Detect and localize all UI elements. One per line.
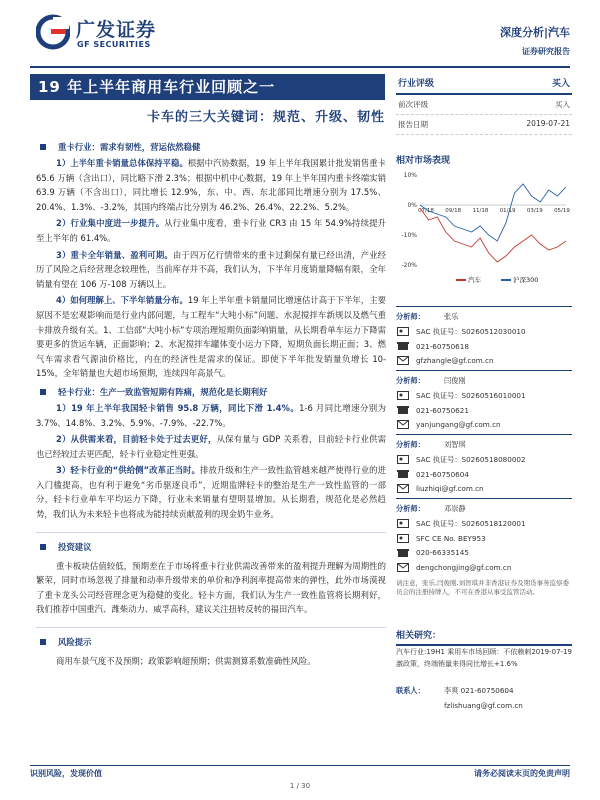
report-date <box>396 115 572 135</box>
phone-icon <box>396 469 410 480</box>
section-heading-light-truck: 轻卡行业：生产一致监管短期有阵痛，规范化是长期利好 <box>36 385 386 399</box>
x-tick-label: 05/19 <box>554 208 570 214</box>
analyst-phone[interactable]: 020-66335145 <box>416 548 469 558</box>
paragraph-lead: 2）从供需来看，目前轻卡处于过去更好， <box>56 434 217 445</box>
contact-name: 李爽 021-60750604 <box>444 686 514 696</box>
paragraph-lead: 1）上半年重卡销量总体保持平稳。 <box>56 158 188 168</box>
y-tick-label: -20% <box>401 262 417 269</box>
analyst-sac: SAC 执证号：S0260516010001 <box>416 390 526 400</box>
prev-rating-label: 前次评级 <box>398 100 428 109</box>
related-research <box>396 628 572 713</box>
legend-swatch <box>456 279 466 281</box>
relative-performance-chart <box>396 169 572 287</box>
paragraph-text: 1-6 月同比增速分别为 3.7%、14.8%、3.2%、5.9%、-7.9%、-22.7%。 <box>36 402 386 428</box>
section-heading-risk: 风险提示 <box>36 627 386 650</box>
email-icon <box>396 419 410 430</box>
analyst-card <box>396 434 572 496</box>
series-line-hs300 <box>420 184 566 241</box>
paragraph <box>36 156 386 214</box>
phone-icon <box>396 547 410 558</box>
email-icon <box>396 355 410 366</box>
related-item[interactable] <box>396 646 572 670</box>
analyst-phone[interactable]: 021-60750604 <box>416 469 469 479</box>
paragraph <box>36 216 386 245</box>
gf-logo-icon <box>36 14 70 50</box>
header-right <box>500 24 570 57</box>
industry-rating <box>396 74 572 95</box>
logo-text-en: GF SECURITIES <box>77 40 151 49</box>
analyst-phone[interactable]: 021-60750618 <box>416 341 469 351</box>
analyst-note: 请注意，张乐,闫俊刚,刘智琪并非香港证券及期货事务监察委员会的注册持牌人，不可在香港从事受监管活动。 <box>396 578 570 596</box>
report-subtitle: 卡车的三大关键词：规范、升级、韧性 <box>146 110 385 125</box>
paragraph <box>36 293 386 381</box>
footer-slogan: 识别风险，发现价值 <box>30 769 102 778</box>
rating-label: 行业评级 <box>398 79 435 89</box>
report-date-label: 报告日期 <box>398 120 428 129</box>
analyst-sac: SAC 执证号：S0260512030010 <box>416 326 526 336</box>
x-tick-label: 09/18 <box>445 208 462 214</box>
analyst-sfc: SFC CE No. BEY953 <box>416 533 486 543</box>
logo-text-cn: 广发证券 <box>76 19 157 41</box>
paragraph-lead: 3）轻卡行业的“供给侧”改革正当时。 <box>56 465 200 476</box>
footer-disclaimer[interactable]: 请务必阅读末页的免责声明 <box>474 769 570 778</box>
paragraph-text: 根据中汽协数据，19 年上半年我国累计批发销售重卡 65.6 万辆（含出口），同比略下滑 2.3%；根据中机中心数据，19 年上半年国内重卡终端实销 63.9 万辆（不含出口），同比增长 12.9%，东、中、西、东北部同比增速分别为 17.5%、20.4%、1.3%、-3.2%，其国内终端占比分别为 46.2%、26.4%、22.2%、5.2%。 <box>36 158 386 212</box>
id-card-icon <box>396 518 410 529</box>
risk-paragraph: 商用车景气度不及预期；政策影响超预期；供需测算系数准确性风险。 <box>56 656 316 667</box>
paragraph-text: 19 年上半年重卡销量同比增速估计高于下半年，主要原因不是宏观影响而是行业内部问题，与工程车“大吨小标”问题、水泥搅拌车新规以及燃气重卡排放升级有关。1、工信部“大吨小标”专项治理短期负面影响销量，从长期看单车运力下降需要更多的货运车辆，正面影响；2、水泥搅拌车罐体变小运力下降，短期负面长期正面；3、燃气车需求看气源油价格比，内在的经济性是需求的保证。即使下半年批发销量负增长 10-15%，全年销量也大超市场预期，连续四年高景气。 <box>36 295 386 379</box>
report-header <box>0 0 600 70</box>
analyst-card <box>396 498 572 575</box>
analyst-name: 邓崇静 <box>444 504 466 514</box>
paragraph-lead: 4）如何理解上、下半年销量分布。 <box>56 295 188 306</box>
email-icon <box>396 483 410 494</box>
paragraph <box>36 401 386 430</box>
phone-icon <box>396 405 410 416</box>
id-card-icon <box>396 533 410 544</box>
analyst-email[interactable]: dengchongjing@gf.com.cn <box>416 562 512 572</box>
analyst-card <box>396 370 572 432</box>
report-category: 深度分析|汽车 <box>499 26 570 39</box>
x-tick-label: 07/18 <box>418 208 434 214</box>
legend-auto: 汽车 <box>456 275 481 284</box>
analyst-label: 分析师： <box>396 504 425 514</box>
footer-divider <box>30 765 570 766</box>
analyst-email[interactable]: yanjungang@gf.com.cn <box>416 420 501 430</box>
analyst-label: 分析师： <box>396 376 425 386</box>
paragraph-text: 由于四万亿行情带来的重卡过剩保有量已经出清，产业经历了风险之后经营理念较理性，当前库存并不高，我们认为，下半年月度销量降幅有限，全年销量有望在 106 万-108 万辆以上。 <box>36 249 387 289</box>
x-tick-label: 01/19 <box>499 208 516 214</box>
contact-email[interactable]: fzlishuang@gf.com.cn <box>444 701 523 711</box>
analyst-name: 刘智琪 <box>444 440 466 450</box>
paragraph-text: 从行业集中度看，重卡行业 CR3 由 15 年 54.9%持续提升至上半年的 61.4%。 <box>36 218 386 243</box>
analyst-sac: SAC 执证号：S0260518120001 <box>416 518 526 528</box>
paragraph <box>36 463 386 521</box>
paragraph-text: 排放升级和生产一致性监管越来越严使得行业的进入门槛提高，也有利于避免“劣币驱逐良币”，近期监牌轻卡的整治是生产一致性监管的一部分，轻卡行业单车平均运力下降，行业未来销量有望明显增加。从长期看，规范化是必然趋势，我们认为未来轻卡也将成为能持续贡献盈利的现金奶牛业务。 <box>36 465 386 520</box>
report-title: 19 年上半年商用车行业回顾之一 <box>30 74 385 100</box>
analyst-email[interactable]: gfzhangle@gf.com.cn <box>416 356 494 366</box>
paragraph-text: 从保有量与 GDP 关系看，目前轻卡行业供需也已经较过去更匹配，轻卡行业稳定性更强。 <box>36 434 387 459</box>
related-heading: 相关研究： <box>396 628 572 646</box>
related-item-date: 2019-07-19 <box>531 648 572 656</box>
y-tick-label: 0% <box>407 202 417 209</box>
section-heading-invest: 投资建议 <box>36 532 386 555</box>
analyst-phone[interactable]: 021-60750621 <box>416 405 469 415</box>
analyst-list <box>396 306 572 597</box>
previous-rating <box>396 95 572 115</box>
x-tick-label: 03/19 <box>526 208 543 214</box>
paragraph <box>36 248 386 292</box>
paragraph-lead: 2）行业集中度进一步提升。 <box>56 218 165 229</box>
analyst-card <box>396 306 572 368</box>
prev-rating-value: 买入 <box>555 100 570 109</box>
analyst-label: 分析师： <box>396 440 425 450</box>
chart-title: 相对市场表现 <box>396 156 451 166</box>
id-card-icon <box>396 390 410 401</box>
analyst-name: 闫俊刚 <box>444 376 466 386</box>
legend-hs300: 沪深300 <box>501 275 538 284</box>
analyst-name: 张乐 <box>444 312 459 322</box>
paragraph-lead: 1）19 年上半年我国轻卡销售 95.8 万辆，同比下滑 1.4%。 <box>56 402 300 413</box>
contact-person <box>396 684 572 713</box>
related-item-title[interactable]: 汽车行业:19H1 乘用车市场回顾：不依赖刺激政策，终端销量来得同比增长+1.6% <box>396 648 532 668</box>
header-divider <box>30 66 570 68</box>
legend-swatch <box>501 279 511 281</box>
y-tick-label: -10% <box>401 232 417 239</box>
contact-label: 联系人： <box>396 686 425 696</box>
section-heading-heavy-truck: 重卡行业：需求有韧性，营运依然稳健 <box>36 140 386 154</box>
y-tick-label: 10% <box>403 172 417 179</box>
phone-icon <box>396 341 410 352</box>
x-tick-label: 11/18 <box>472 208 489 214</box>
analyst-label: 分析师： <box>396 312 425 322</box>
id-card-icon <box>396 454 410 465</box>
sidebar <box>396 74 572 287</box>
gf-logo <box>36 14 186 54</box>
report-type: 证券研究报告 <box>522 47 570 56</box>
chart-svg <box>396 169 572 273</box>
email-icon <box>396 562 410 573</box>
rating-value: 买入 <box>551 79 570 89</box>
analyst-sac: SAC 执证号：S0260518080002 <box>416 454 526 464</box>
main-body <box>36 136 386 671</box>
id-card-icon <box>396 326 410 337</box>
paragraph <box>36 432 386 461</box>
report-date-value: 2019-07-21 <box>526 119 570 128</box>
chart-legend <box>456 275 538 284</box>
page-number: 1 / 30 <box>289 782 311 790</box>
paragraph-lead: 3）重卡全年销量、盈利可期。 <box>56 249 173 260</box>
analyst-email[interactable]: liuzhiqi@gf.com.cn <box>416 484 484 494</box>
invest-paragraph: 重卡板块估值较低，预期差在于市场将重卡行业供需改善带来的盈利提升理解为周期性的繁荣，同时市场忽视了排量和动率升级带来的单价和净利润率提高带来的弹性，此外市场漠视了重卡龙头公司经营理念更为稳健的变化。轻卡方面，我们认为生产一致性监管将长期利好，我们推荐中国重汽、潍柴动力、威孚高科，建议关注扭转反转的福田汽车。 <box>36 560 386 615</box>
